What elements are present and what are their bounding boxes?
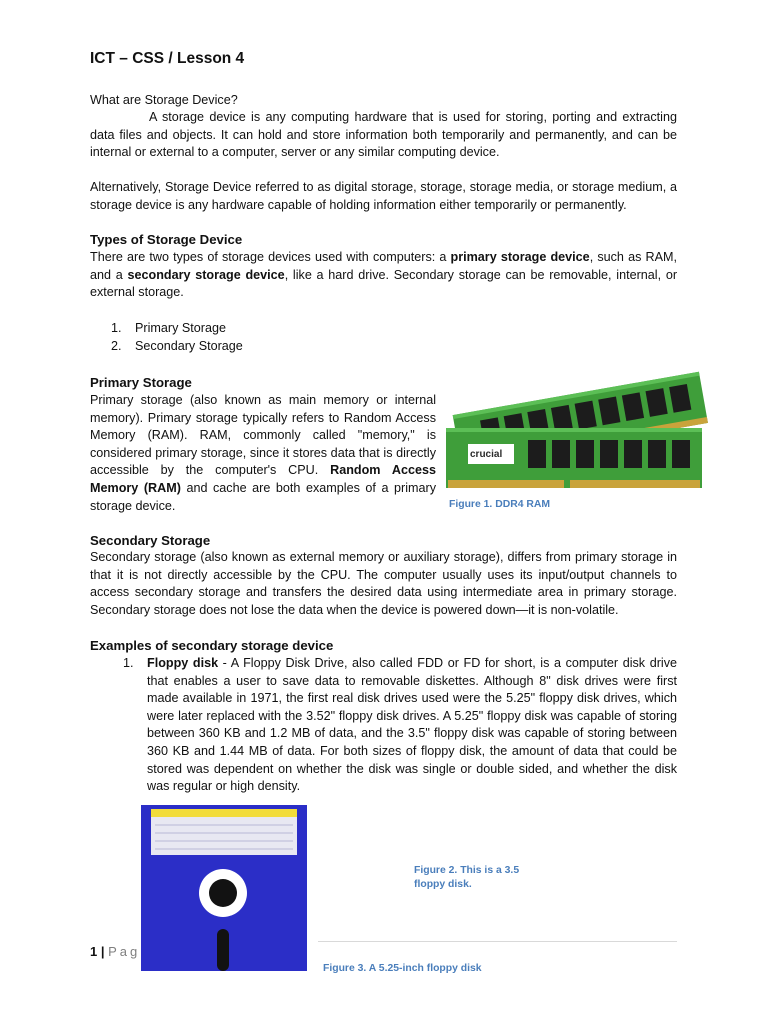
- what-paragraph-2: Alternatively, Storage Device referred to as digital storage, storage, storage media, or storage medium, a storage device is any hardware capable of holding information either temporarily or permanently.: [90, 180, 677, 212]
- examples-heading: Examples of secondary storage device: [90, 638, 334, 653]
- ram-modules-image: [440, 352, 708, 502]
- what-paragraph-1: A storage device is any computing hardware that is used for storing, porting and extracting data files and objects. It can hold and store information both temporarily and permanently, and can be internal or external to a computer, server or any similar computing device.: [90, 110, 677, 160]
- types-heading: Types of Storage Device: [90, 232, 243, 247]
- secondary-paragraph: Secondary storage (also known as external memory or auxiliary storage), differs from primary storage in that it is not directly accessible by the CPU. The computer usually uses its input/output channels to access secondary storage and transfers the desired data using intermediate area in primary storage. Secondary storage does not lose the data when the device is powered down—it is non-volatile.: [90, 550, 677, 617]
- storage-types-list: [90, 320, 243, 356]
- footer-divider: [318, 941, 677, 942]
- list-item: 2. Secondary Storage: [111, 339, 243, 353]
- secondary-heading: Secondary Storage: [90, 533, 211, 548]
- example-number: 1.: [123, 656, 134, 670]
- footer-page-word: Pag: [108, 944, 141, 959]
- primary-heading: Primary Storage: [90, 375, 192, 390]
- floppy-disk-image: [141, 805, 307, 971]
- page-title: ICT – CSS / Lesson 4: [90, 50, 245, 67]
- types-paragraph: There are two types of storage devices used with computers: a primary storage device, such as RAM, and a secondary storage device, like a hard drive. Secondary storage can be removable, internal, or external storage.: [90, 250, 678, 300]
- figure-1-caption: Figure 1. DDR4 RAM: [449, 499, 551, 510]
- ram-brand-label: crucial: [470, 449, 503, 460]
- footer-separator: |: [100, 944, 105, 959]
- page-number: 1: [90, 944, 98, 959]
- list-item: 1. Primary Storage: [111, 321, 226, 335]
- figure-2-caption: Figure 2. This is a 3.5 floppy disk.: [414, 865, 520, 890]
- figure-3-caption: Figure 3. A 5.25-inch floppy disk: [323, 963, 482, 974]
- example-floppy-text: Floppy disk - A Floppy Disk Drive, also called FDD or FD for short, is a computer disk drive that enables a user to save data to removable diskettes. Although 8" disk drives were first made available in 1971, the first real disk drives used were the 5.25" floppy disk drives, which were later replaced with the 3.52" floppy disk drives. A 5.25" floppy disk was capable of storing between 360 KB and 1.2 MB of data, and the 3.5" floppy disk was capable of storing between 360 KB and 1.44 MB of data. For both sizes of floppy disk, the amount of data that could be stored was dependent on whether the disk was single or double sided, and whether the disk was regular or high density.: [147, 656, 677, 794]
- page-footer: [90, 943, 140, 961]
- what-heading: What are Storage Device?: [90, 93, 238, 107]
- primary-paragraph: Primary storage (also known as main memory or internal memory). Primary storage typically refers to Random Access Memory (RAM). RAM, commonly called "memory," is considered primary storage, since it stores data that is directly accessible by the computer's CPU. Random Access Memory (RAM) and cache are both examples of a primary storage device.: [90, 393, 436, 513]
